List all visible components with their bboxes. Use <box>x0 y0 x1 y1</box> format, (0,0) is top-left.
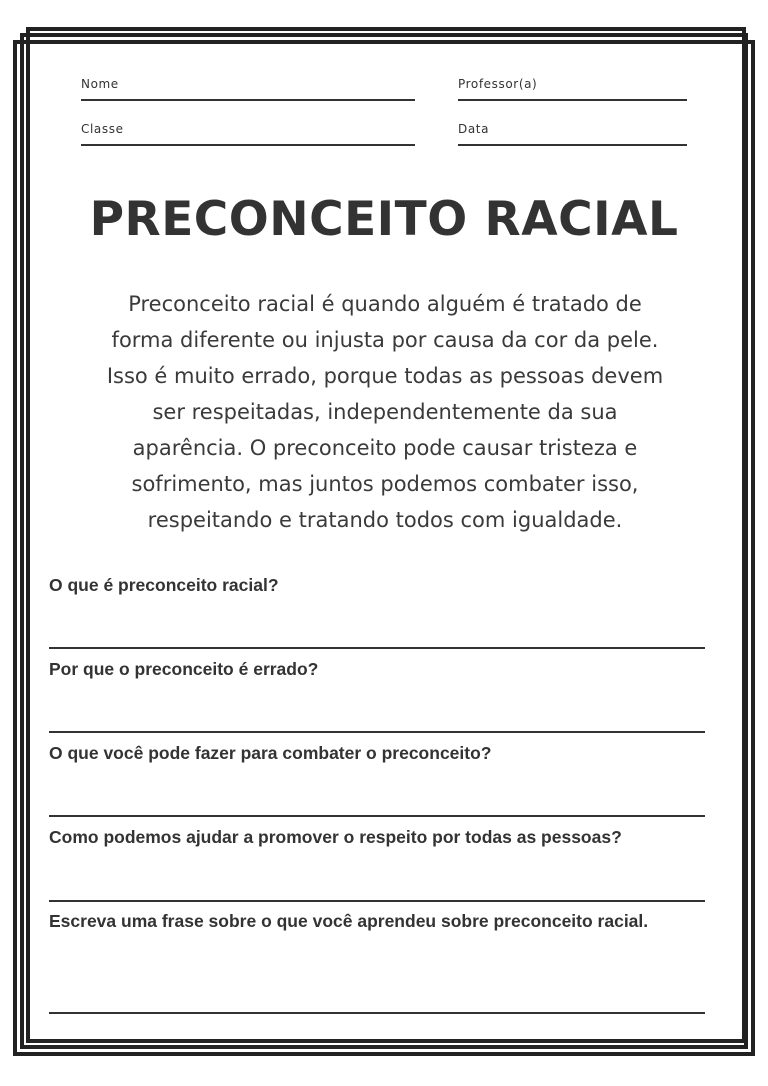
question-3: O que você pode fazer para combater o preconceito? <box>49 743 492 763</box>
question-2: Por que o preconceito é errado? <box>49 659 319 679</box>
nome-field[interactable] <box>81 77 415 101</box>
question-4: Como podemos ajudar a promover o respeito por todas as pessoas? <box>49 827 622 847</box>
data-label: Data <box>458 122 490 136</box>
professor-label: Professor(a) <box>458 77 538 91</box>
data-field[interactable] <box>458 122 687 146</box>
page-title: PRECONCEITO RACIAL <box>89 192 679 247</box>
question-1: O que é preconceito racial? <box>49 575 279 595</box>
answer-line-4[interactable] <box>49 900 705 902</box>
classe-label: Classe <box>81 122 124 136</box>
professor-field[interactable] <box>458 77 687 101</box>
answer-line-1[interactable] <box>49 647 705 649</box>
intro-paragraph: Preconceito racial é quando alguém é tratado de forma diferente ou injusta por causa da cor da pele. Isso é muito errado, porque todas as pessoas devem ser respeitadas, independentemente da sua aparência. O preconceito pode causar tristeza e sofrimento, mas juntos podemos combater isso, respeitando e tratando todos com igualdade. <box>106 292 664 532</box>
nome-label: Nome <box>81 77 119 91</box>
answer-line-3[interactable] <box>49 815 705 817</box>
classe-field[interactable] <box>81 122 415 146</box>
answer-line-5[interactable] <box>49 1012 705 1014</box>
answer-line-2[interactable] <box>49 731 705 733</box>
question-5: Escreva uma frase sobre o que você aprendeu sobre preconceito racial. <box>49 911 649 931</box>
